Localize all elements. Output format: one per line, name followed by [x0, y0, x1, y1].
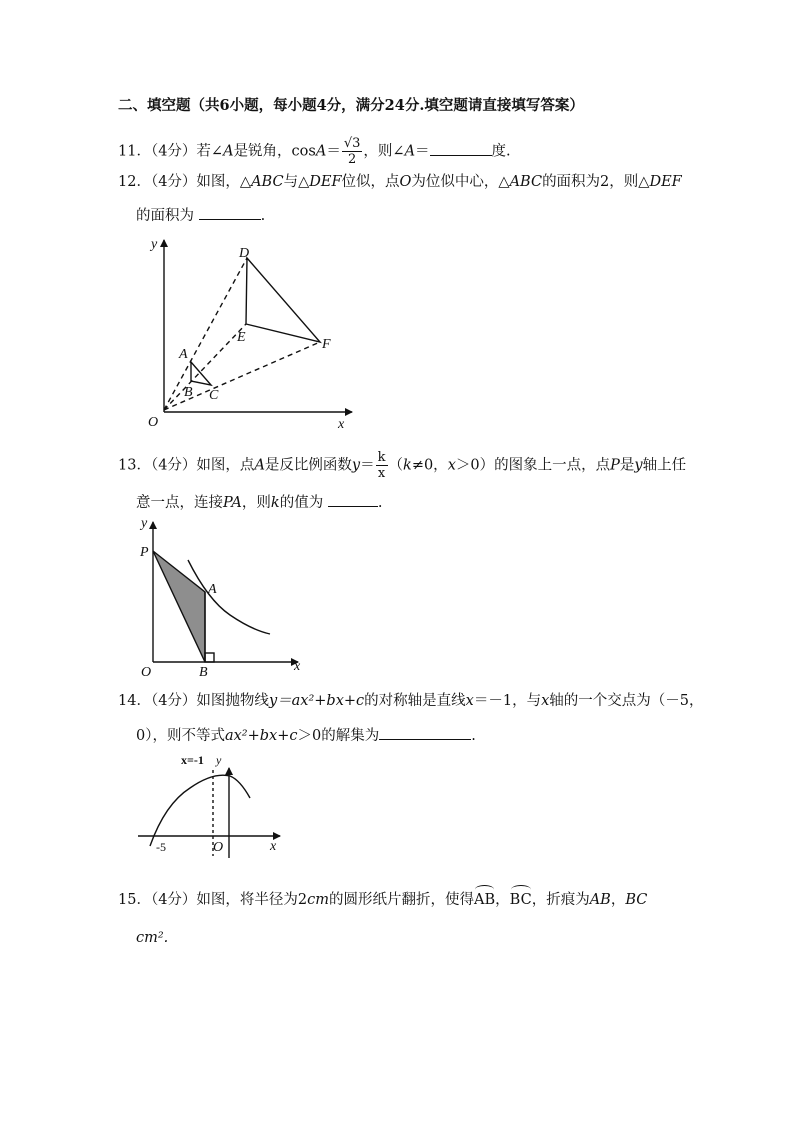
q13-label-x: x — [294, 659, 301, 674]
q12-number: 12．（4分）如图，△ — [118, 174, 252, 190]
section-title: 二、填空题（共6小题，每小题4分，满分24分.填空题请直接填写答案） — [118, 97, 584, 114]
q13-fraction: $\frac{k}{x}$ — [377, 450, 386, 481]
q15-number: 15．（4分）如图，将半径为2 — [118, 892, 308, 908]
q13-label-b: B — [199, 665, 208, 680]
question-11: 11．（4分）若∠A是锐角，cosA＝ $\frac{√3}{2}$ ，则∠A＝ 度. — [118, 136, 511, 167]
q12-label-d: D — [239, 246, 250, 261]
shaded-triangle-pab — [153, 551, 205, 662]
q14-label-neg5: -5 — [156, 840, 166, 854]
q12-label-a: A — [179, 347, 188, 362]
q14-number: 14．（4分）如图抛物线 — [118, 693, 269, 709]
q12-label-o: O — [148, 415, 159, 430]
q13-figure — [153, 522, 298, 662]
question-15: 15．（4分）如图，将半径为2cm的圆形纸片翻折，使得AB，BC，折痕为AB，BC — [118, 888, 647, 910]
q12-label-e: E — [237, 330, 246, 345]
question-12: 12．（4分）如图，△ABC与△DEF位似，点O为位似中心，△ABC的面积为2，则△DEF — [118, 174, 682, 190]
arc-bc: BC — [510, 888, 532, 910]
question-14: 14．（4分）如图抛物线y＝ax²+bx+c的对称轴是直线x＝－1，与x轴的一个交点为（－5， — [118, 693, 704, 709]
question-12-line2: 的面积为 . — [136, 205, 265, 226]
q13-label-y: y — [141, 516, 148, 531]
q14-label-o: O — [213, 840, 224, 855]
question-15-line2: cm². — [136, 930, 169, 946]
right-angle-mark — [205, 653, 214, 662]
q11-number: 11．（4分）若∠ — [118, 143, 224, 160]
q14-label-y: y — [216, 753, 222, 767]
q14-label-x: x — [270, 839, 277, 854]
q13-number: 13．（4分）如图，点 — [118, 457, 255, 474]
triangle-def — [246, 258, 320, 342]
q14-label-axis: x=-1 — [181, 753, 204, 767]
arc-ab: AB — [474, 888, 495, 910]
q13-label-p: P — [140, 545, 149, 560]
q11-fraction: $\frac{√3}{2}$ — [343, 136, 361, 167]
q13-label-a: A — [208, 582, 217, 597]
q12-label-f: F — [322, 337, 331, 352]
question-13: 13．（4分）如图，点A是反比例函数y＝ $\frac{k}{x}$ （k≠0，x＞0）的图象上一点，点P是y轴上任 — [118, 450, 687, 481]
question-14-line2: 0），则不等式ax²+bx+c＞0的解集为 . — [136, 725, 476, 746]
q13-label-o: O — [141, 665, 152, 680]
triangle-abc — [191, 362, 211, 385]
q12-label-b: B — [184, 385, 193, 400]
q12-label-c: C — [209, 388, 219, 403]
q12-label-y: y — [151, 237, 158, 252]
question-13-line2: 意一点，连接PA，则k的值为 . — [136, 492, 382, 513]
q12-label-x: x — [338, 417, 345, 432]
